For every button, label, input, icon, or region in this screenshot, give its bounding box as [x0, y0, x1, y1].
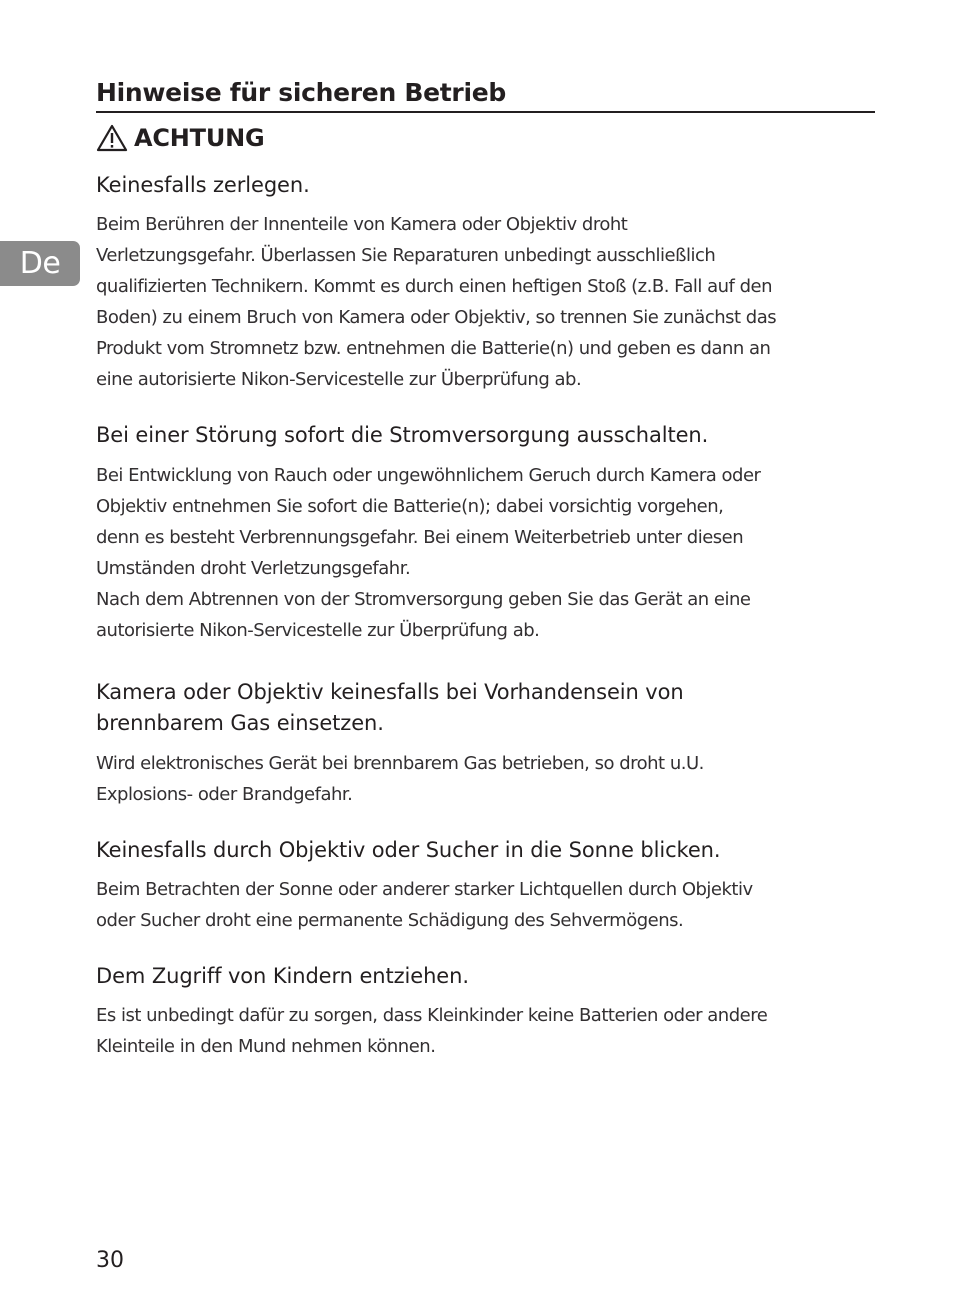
section-body: [96, 460, 875, 646]
body-line: qualifizierten Technikern. Kommt es durch einen heftigen Stoß (z.B. Fall auf den: [96, 276, 772, 297]
safety-section: [96, 961, 875, 1062]
body-line: Verletzungsgefahr. Überlassen Sie Reparaturen unbedingt ausschließlich: [96, 245, 716, 266]
body-line: eine autorisierte Nikon-Servicestelle zur Überprüfung ab.: [96, 369, 582, 390]
body-line: Produkt vom Stromnetz bzw. entnehmen die Batterie(n) und geben es dann an: [96, 338, 771, 359]
section-heading: [96, 170, 875, 201]
heading-line: Dem Zugriff von Kindern entziehen.: [96, 964, 469, 988]
body-line: Beim Betrachten der Sonne oder anderer starker Lichtquellen durch Objektiv: [96, 879, 753, 900]
heading-line: Kamera oder Objektiv keinesfalls bei Vorhandensein von: [96, 680, 684, 704]
heading-line: brennbarem Gas einsetzen.: [96, 711, 384, 735]
body-line: autorisierte Nikon-Servicestelle zur Überprüfung ab.: [96, 620, 540, 641]
body-line: Wird elektronisches Gerät bei brennbarem Gas betrieben, so droht u.U.: [96, 753, 704, 774]
heading-line: Keinesfalls zerlegen.: [96, 173, 310, 197]
body-line: Beim Berühren der Innenteile von Kamera oder Objektiv droht: [96, 214, 628, 235]
page-number: 30: [96, 1248, 124, 1273]
heading-line: Bei einer Störung sofort die Stromversorgung ausschalten.: [96, 423, 709, 447]
section-heading: [96, 961, 875, 992]
section-body: [96, 209, 875, 395]
body-line: Nach dem Abtrennen von der Stromversorgung geben Sie das Gerät an eine: [96, 589, 751, 610]
section-body: [96, 1000, 875, 1062]
section-body: [96, 748, 875, 810]
body-line: Objektiv entnehmen Sie sofort die Batterie(n); dabei vorsichtig vorgehen,: [96, 496, 724, 517]
warning-triangle-icon: [96, 124, 128, 152]
caution-label: ACHTUNG: [134, 124, 265, 152]
section-heading: [96, 677, 875, 739]
language-tab: De: [0, 241, 80, 286]
heading-line: Keinesfalls durch Objektiv oder Sucher in die Sonne blicken.: [96, 838, 721, 862]
body-line: Boden) zu einem Bruch von Kamera oder Objektiv, so trennen Sie zunächst das: [96, 307, 777, 328]
page-content: [96, 76, 875, 1062]
safety-section: [96, 835, 875, 936]
caution-heading: [96, 121, 875, 155]
safety-section: [96, 170, 875, 395]
body-line: Explosions- oder Brandgefahr.: [96, 784, 353, 805]
body-line: Bei Entwicklung von Rauch oder ungewöhnlichem Geruch durch Kamera oder: [96, 465, 761, 486]
body-line: denn es besteht Verbrennungsgefahr. Bei einem Weiterbetrieb unter diesen: [96, 527, 744, 548]
section-heading: [96, 835, 875, 866]
section-body: [96, 874, 875, 936]
body-line: oder Sucher droht eine permanente Schädigung des Sehvermögens.: [96, 910, 684, 931]
body-line: Kleinteile in den Mund nehmen können.: [96, 1036, 436, 1057]
safety-section: [96, 677, 875, 810]
section-heading: [96, 420, 875, 451]
safety-section: [96, 420, 875, 646]
body-line: Umständen droht Verletzungsgefahr.: [96, 558, 411, 579]
body-line: Es ist unbedingt dafür zu sorgen, dass Kleinkinder keine Batterien oder andere: [96, 1005, 768, 1026]
page-title: Hinweise für sicheren Betrieb: [96, 76, 875, 113]
